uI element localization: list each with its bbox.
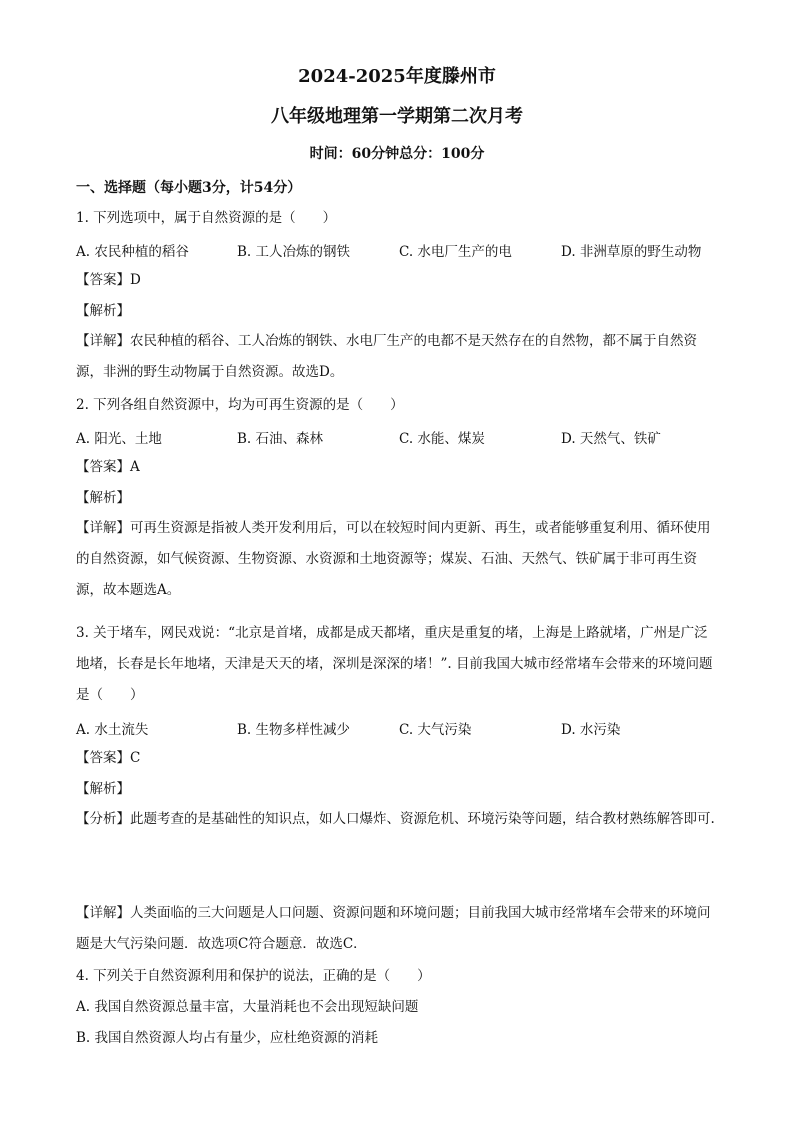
q2-answer: 【答案】A — [76, 459, 140, 475]
q1-option-a: A. 农民种植的稻谷 — [76, 244, 189, 260]
q1-answer: 【答案】D — [76, 272, 141, 288]
q1-option-b: B. 工人冶炼的钢铁 — [237, 244, 351, 260]
q1-option-c: C. 水电厂生产的电 — [399, 244, 512, 260]
q3-option-d: D. 水污染 — [561, 722, 621, 738]
q4-option-a: A. 我国自然资源总量丰富，大量消耗也不会出现短缺问题 — [76, 999, 419, 1015]
q3-answer: 【答案】C — [76, 750, 141, 766]
q1-detail: 【详解】农民种植的稻谷、工人冶炼的钢铁、水电厂生产的电都不是天然存在的自然物，都不属于自然资源，非洲的野生动物属于自然资源。故选D。 — [76, 333, 697, 380]
q4-option-b: B. 我国自然资源人均占有量少，应杜绝资源的消耗 — [76, 1030, 379, 1046]
q2-option-a: A. 阳光、土地 — [76, 431, 162, 447]
q2-analysis-label: 【解析】 — [76, 490, 130, 506]
q3-fenxi: 【分析】此题考查的是基础性的知识点，如人口爆炸、资源危机、环境污染等问题，结合教材熟练解答即可. — [76, 811, 715, 827]
question-1-stem: 1. 下列选项中，属于自然资源的是（ ） — [76, 210, 337, 226]
q3-analysis-label: 【解析】 — [76, 781, 130, 797]
section-heading: 一、选择题（每小题3分，计54分） — [76, 180, 302, 196]
q3-option-b: B. 生物多样性减少 — [237, 722, 351, 738]
q1-option-d: D. 非洲草原的野生动物 — [561, 244, 702, 260]
question-3-stem: 3. 关于堵车，网民戏说：“北京是首堵，成都是成天都堵，重庆是重复的堵，上海是上路就堵，广州是广泛地堵，长春是长年地堵，天津是天天的堵，深圳是深深的堵！”. 目前我国大城市经常堵车会带来的环境问题是（ ） — [76, 625, 713, 703]
q2-option-b: B. 石油、森林 — [237, 431, 324, 447]
q2-option-d: D. 天然气、铁矿 — [561, 431, 661, 447]
exam-info: 时间：60分钟总分：100分 — [309, 146, 485, 162]
q3-option-c: C. 大气污染 — [399, 722, 472, 738]
q3-option-a: A. 水土流失 — [76, 722, 149, 738]
q1-analysis-label: 【解析】 — [76, 303, 130, 319]
question-2-stem: 2. 下列各组自然资源中，均为可再生资源的是（ ） — [76, 397, 404, 413]
q3-detail: 【详解】人类面临的三大问题是人口问题、资源问题和环境问题；目前我国大城市经常堵车会带来的环境问题是大气污染问题．故选项C符合题意．故选C． — [76, 905, 711, 952]
q2-detail: 【详解】可再生资源是指被人类开发利用后，可以在较短时间内更新、再生，或者能够重复利用、循环使用的自然资源，如气候资源、生物资源、水资源和土地资源等；煤炭、石油、天然气、铁矿属于非可再生资源，故本题选A。 — [76, 520, 711, 598]
question-4-stem: 4. 下列关于自然资源利用和保护的说法，正确的是（ ） — [76, 968, 431, 984]
exam-title: 2024-2025年度滕州市 — [298, 66, 496, 87]
exam-subtitle: 八年级地理第一学期第二次月考 — [271, 106, 523, 127]
q2-option-c: C. 水能、煤炭 — [399, 431, 485, 447]
